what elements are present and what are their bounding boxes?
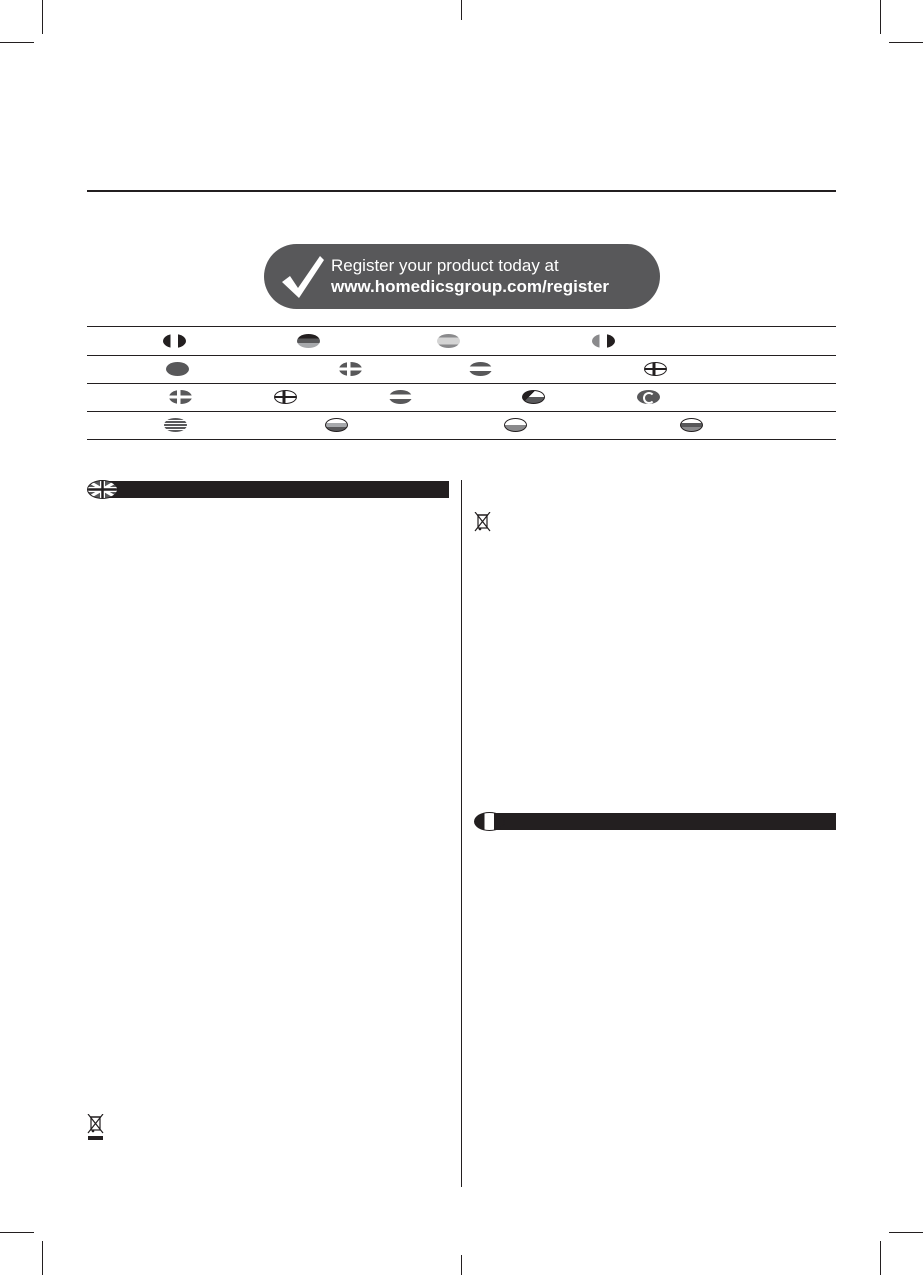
nl-flag-icon [469, 362, 492, 376]
pt-flag-icon [166, 362, 189, 376]
language-flag-table [87, 326, 836, 440]
tr-flag-icon [637, 390, 660, 404]
crossed-out-wheelie-bin-icon [474, 512, 491, 532]
ru-flag-icon [325, 418, 348, 432]
crop-mark [461, 1255, 462, 1275]
gr-flag-icon [164, 418, 187, 432]
sk-flag-icon [680, 418, 703, 432]
crop-mark [42, 0, 43, 34]
register-url[interactable]: www.homedicsgroup.com/register [331, 277, 610, 296]
header-rule [87, 190, 836, 192]
crop-mark [0, 42, 34, 43]
no-flag-icon [339, 362, 362, 376]
uk-flag-icon [87, 480, 118, 499]
fi-flag-icon [644, 362, 667, 376]
table-rule [87, 383, 836, 384]
crop-mark [889, 1232, 923, 1233]
at-flag-icon [389, 390, 412, 404]
cz-flag-icon [522, 390, 545, 404]
column-divider [461, 480, 462, 1187]
table-rule [87, 411, 836, 412]
se-flag-icon [274, 390, 297, 404]
crop-mark [0, 1232, 34, 1233]
section-header-fr [488, 813, 836, 830]
pl-flag-icon [504, 418, 527, 432]
table-rule [87, 326, 836, 327]
es-flag-icon [437, 334, 460, 348]
checkmark-icon [280, 252, 326, 300]
crop-mark [461, 0, 462, 20]
crop-mark [42, 1241, 43, 1275]
register-text: Register your product today at [331, 256, 559, 275]
crossed-out-wheelie-bin-icon [87, 1114, 104, 1142]
de-flag-icon [297, 334, 320, 348]
fr-flag-icon [474, 812, 505, 831]
dk-flag-icon [169, 390, 192, 404]
register-banner [264, 244, 660, 309]
crop-mark [880, 1241, 881, 1275]
table-rule [87, 355, 836, 356]
table-rule [87, 439, 836, 440]
crop-mark [880, 0, 881, 34]
fr-flag-icon [163, 334, 186, 348]
it-flag-icon [592, 334, 615, 348]
crop-mark [889, 42, 923, 43]
section-header-en [102, 481, 449, 498]
